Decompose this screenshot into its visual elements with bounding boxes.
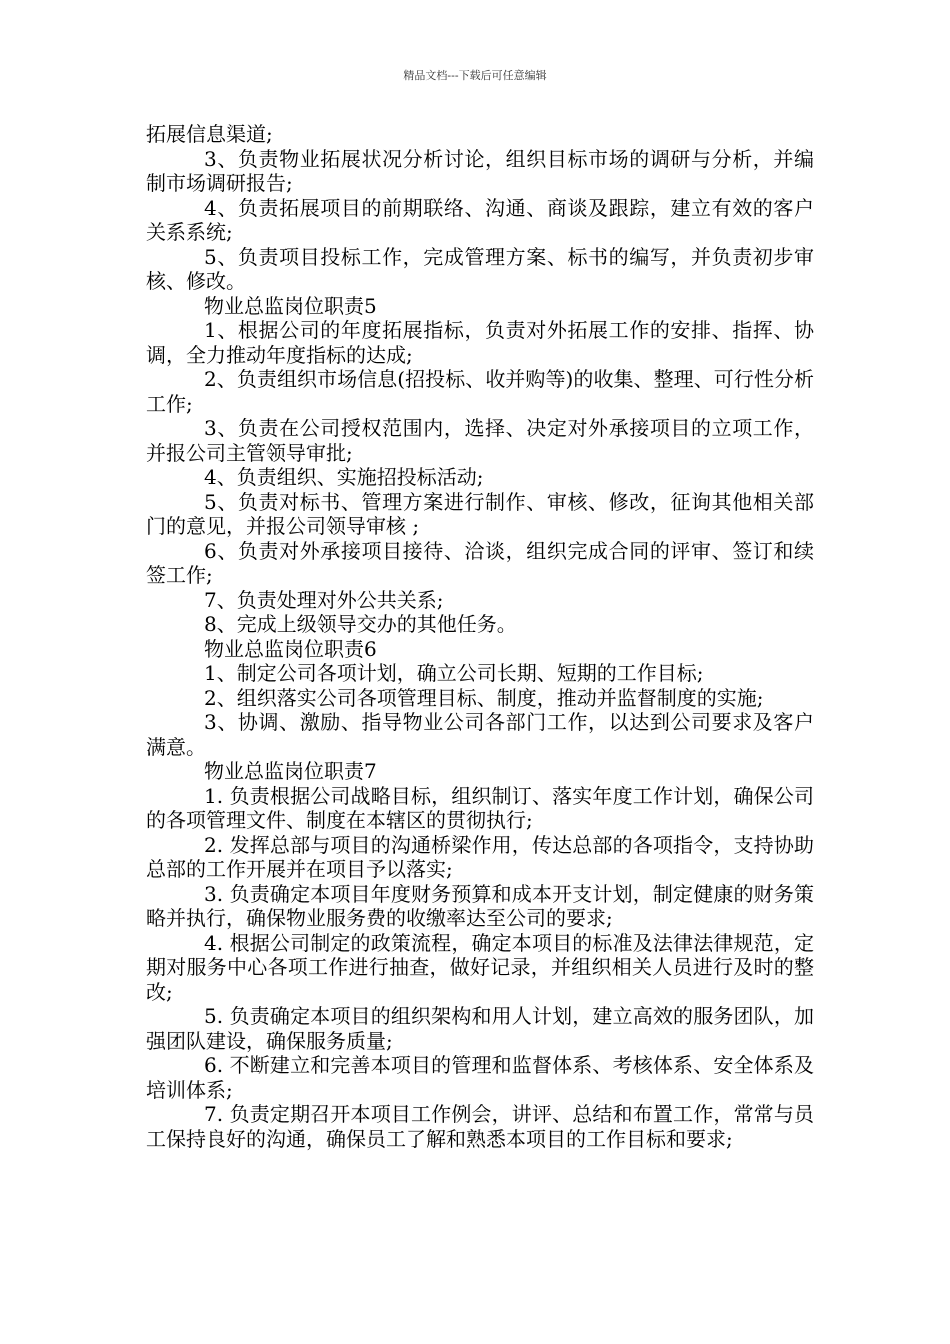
section-heading: 物业总监岗位职责6 <box>204 636 377 661</box>
paragraph: 5、负责对标书、管理方案进行制作、审核、修改，征询其他相关部门的意见，并报公司领导审核 ; <box>146 489 814 538</box>
paragraph: 拓展信息渠道; <box>146 122 273 146</box>
paragraph: 3、负责在公司授权范围内，选择、决定对外承接项目的立项工作，并报公司主管领导审批; <box>146 416 814 465</box>
paragraph: 5、负责项目投标工作，完成管理方案、标书的编写，并负责初步审核、修改。 <box>146 244 814 293</box>
paragraph: 1、制定公司各项计划，确立公司长期、短期的工作目标; <box>204 661 704 685</box>
paragraph: 7. 负责定期召开本项目工作例会，讲评、总结和布置工作，常常与员工保持良好的沟通，确保员工了解和熟悉本项目的工作目标和要求; <box>146 1102 814 1151</box>
paragraph: 7、负责处理对外公共关系; <box>204 587 444 612</box>
page-header: 精品文档---下载后可任意编辑 <box>403 69 547 82</box>
paragraph: 2、负责组织市场信息(招投标、收并购等)的收集、整理、可行性分析工作; <box>146 367 814 416</box>
paragraph: 8、完成上级领导交办的其他任务。 <box>204 612 517 636</box>
paragraph: 3、负责物业拓展状况分析讨论，组织目标市场的调研与分析，并编制市场调研报告; <box>146 146 814 195</box>
paragraph: 3. 负责确定本项目年度财务预算和成本开支计划，制定健康的财务策略并执行，确保物业服务费的收缴率达至公司的要求; <box>146 881 814 930</box>
paragraph: 2. 发挥总部与项目的沟通桥梁作用，传达总部的各项指令，支持协助总部的工作开展并在项目予以落实; <box>146 832 814 881</box>
paragraph: 1. 负责根据公司战略目标，组织制订、落实年度工作计划，确保公司的各项管理文件、制度在本辖区的贯彻执行; <box>146 783 814 832</box>
paragraph: 6. 不断建立和完善本项目的管理和监督体系、考核体系、安全体系及培训体系; <box>146 1053 814 1102</box>
document-body <box>146 122 814 1151</box>
section-heading: 物业总监岗位职责7 <box>204 759 377 783</box>
paragraph: 4、负责拓展项目的前期联络、沟通、商谈及跟踪，建立有效的客户关系系统; <box>146 195 814 244</box>
paragraph: 2、组织落实公司各项管理目标、制度，推动并监督制度的实施; <box>204 685 764 710</box>
paragraph: 6、负责对外承接项目接待、洽谈，组织完成合同的评审、签订和续签工作; <box>146 538 814 587</box>
paragraph: 4. 根据公司制定的政策流程，确定本项目的标准及法律法律规范，定期对服务中心各项工作进行抽查，做好记录，并组织相关人员进行及时的整改; <box>146 930 814 1004</box>
paragraph: 1、根据公司的年度拓展指标，负责对外拓展工作的安排、指挥、协调，全力推动年度指标的达成; <box>146 318 814 367</box>
paragraph: 4、负责组织、实施招投标活动; <box>204 465 484 489</box>
paragraph: 5. 负责确定本项目的组织架构和用人计划，建立高效的服务团队，加强团队建设，确保服务质量; <box>146 1004 814 1053</box>
paragraph: 3、协调、激励、指导物业公司各部门工作，以达到公司要求及客户满意。 <box>146 710 814 759</box>
section-heading: 物业总监岗位职责5 <box>204 293 377 318</box>
